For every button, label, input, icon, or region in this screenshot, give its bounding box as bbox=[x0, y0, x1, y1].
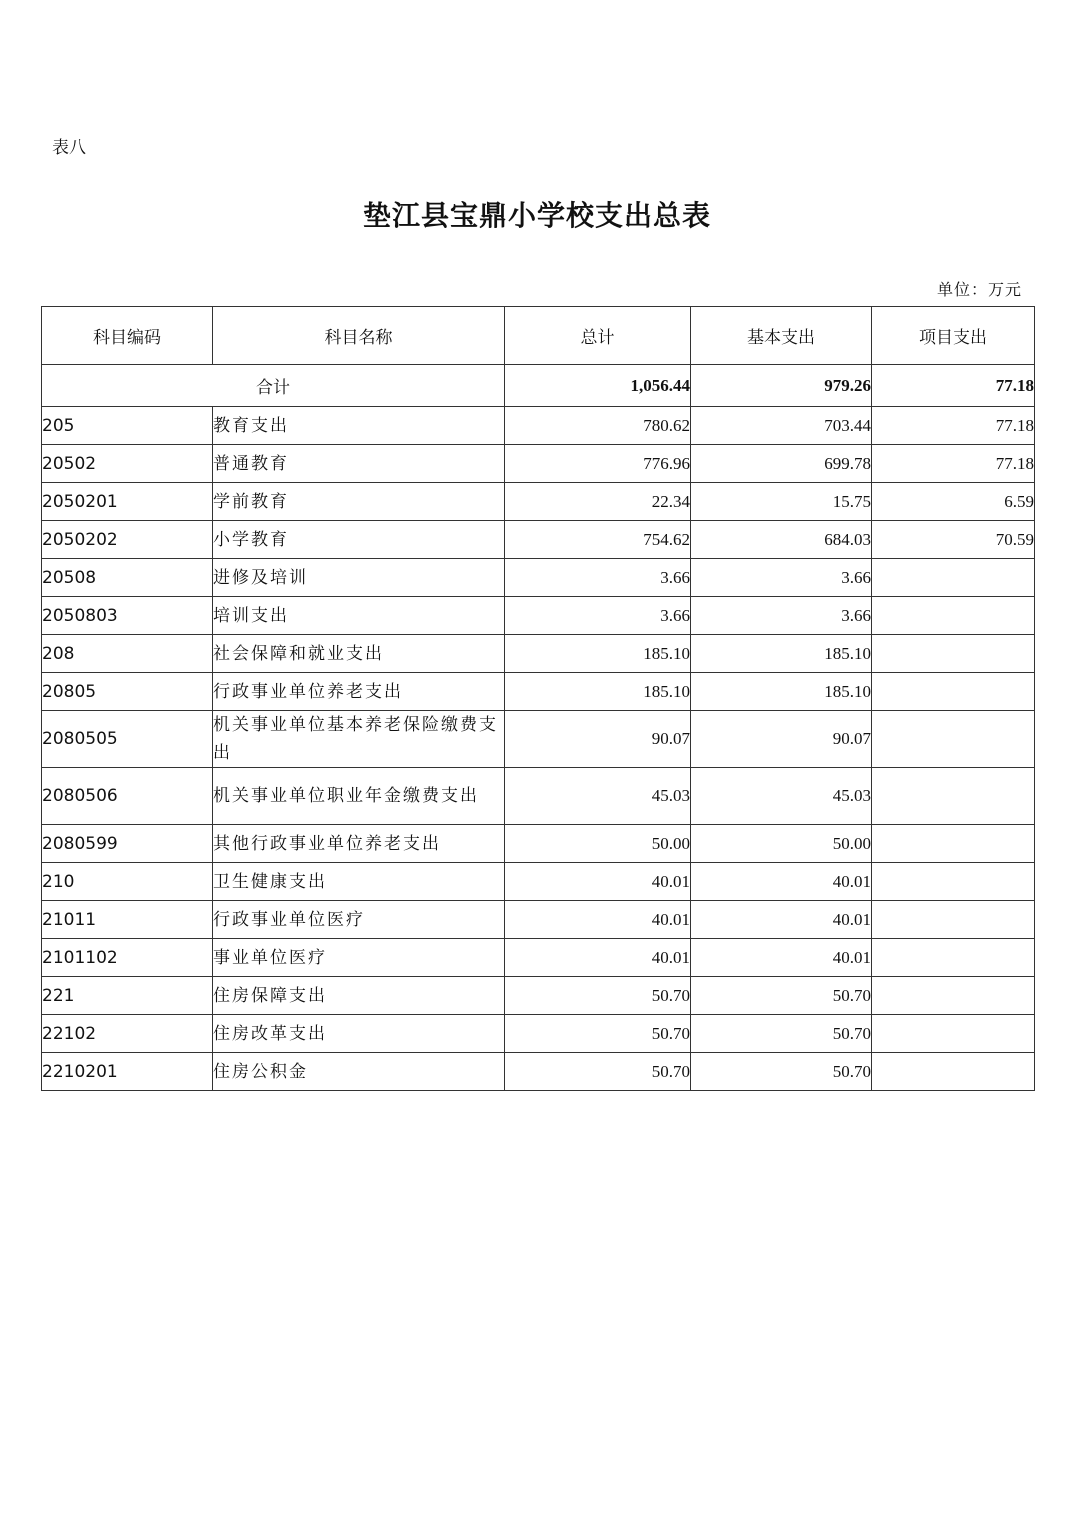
cell-total: 50.70 bbox=[505, 1015, 691, 1053]
cell-basic: 15.75 bbox=[691, 483, 872, 521]
cell-basic: 90.07 bbox=[691, 711, 872, 768]
cell-project bbox=[872, 863, 1035, 901]
column-header-basic: 基本支出 bbox=[691, 307, 872, 365]
cell-project: 70.59 bbox=[872, 521, 1035, 559]
cell-project: 77.18 bbox=[872, 445, 1035, 483]
cell-code: 205 bbox=[42, 407, 213, 445]
cell-name: 住房改革支出 bbox=[213, 1015, 505, 1053]
cell-name: 其他行政事业单位养老支出 bbox=[213, 825, 505, 863]
total-label: 合计 bbox=[42, 365, 505, 407]
cell-name: 住房公积金 bbox=[213, 1053, 505, 1091]
cell-total: 754.62 bbox=[505, 521, 691, 559]
cell-basic: 3.66 bbox=[691, 597, 872, 635]
cell-code: 20805 bbox=[42, 673, 213, 711]
cell-name: 社会保障和就业支出 bbox=[213, 635, 505, 673]
table-row bbox=[42, 559, 1035, 597]
total-row bbox=[42, 365, 1035, 407]
table-row bbox=[42, 977, 1035, 1015]
cell-code: 2050803 bbox=[42, 597, 213, 635]
cell-basic: 40.01 bbox=[691, 863, 872, 901]
table-row bbox=[42, 483, 1035, 521]
cell-basic: 50.70 bbox=[691, 1053, 872, 1091]
cell-total: 3.66 bbox=[505, 559, 691, 597]
table-row bbox=[42, 597, 1035, 635]
cell-project bbox=[872, 597, 1035, 635]
cell-total: 780.62 bbox=[505, 407, 691, 445]
table-row bbox=[42, 939, 1035, 977]
cell-code: 208 bbox=[42, 635, 213, 673]
cell-basic: 684.03 bbox=[691, 521, 872, 559]
table-row bbox=[42, 673, 1035, 711]
cell-name: 小学教育 bbox=[213, 521, 505, 559]
cell-name: 机关事业单位基本养老保险缴费支出 bbox=[213, 711, 505, 768]
total-basic: 979.26 bbox=[691, 365, 872, 407]
cell-code: 221 bbox=[42, 977, 213, 1015]
cell-basic: 45.03 bbox=[691, 768, 872, 825]
cell-code: 2080505 bbox=[42, 711, 213, 768]
cell-project bbox=[872, 673, 1035, 711]
cell-project bbox=[872, 768, 1035, 825]
cell-total: 50.70 bbox=[505, 977, 691, 1015]
cell-code: 2080506 bbox=[42, 768, 213, 825]
cell-basic: 185.10 bbox=[691, 635, 872, 673]
table-row bbox=[42, 825, 1035, 863]
table-row bbox=[42, 768, 1035, 825]
header-row bbox=[42, 307, 1035, 365]
cell-code: 2050201 bbox=[42, 483, 213, 521]
table-row bbox=[42, 521, 1035, 559]
cell-code: 20502 bbox=[42, 445, 213, 483]
expenditure-table bbox=[41, 306, 1035, 1091]
cell-code: 20508 bbox=[42, 559, 213, 597]
cell-project: 6.59 bbox=[872, 483, 1035, 521]
cell-total: 90.07 bbox=[505, 711, 691, 768]
document-title: 垫江县宝鼎小学校支出总表 bbox=[362, 199, 711, 232]
cell-basic: 703.44 bbox=[691, 407, 872, 445]
total-total: 1,056.44 bbox=[505, 365, 691, 407]
cell-basic: 185.10 bbox=[691, 673, 872, 711]
cell-basic: 50.00 bbox=[691, 825, 872, 863]
cell-basic: 40.01 bbox=[691, 901, 872, 939]
table-row bbox=[42, 1053, 1035, 1091]
cell-total: 45.03 bbox=[505, 768, 691, 825]
cell-name: 事业单位医疗 bbox=[213, 939, 505, 977]
cell-total: 22.34 bbox=[505, 483, 691, 521]
cell-project bbox=[872, 825, 1035, 863]
cell-project bbox=[872, 1053, 1035, 1091]
cell-total: 50.70 bbox=[505, 1053, 691, 1091]
cell-name: 普通教育 bbox=[213, 445, 505, 483]
table-row bbox=[42, 1015, 1035, 1053]
cell-total: 40.01 bbox=[505, 939, 691, 977]
table-row bbox=[42, 901, 1035, 939]
cell-project: 77.18 bbox=[872, 407, 1035, 445]
column-header-total: 总计 bbox=[505, 307, 691, 365]
cell-total: 40.01 bbox=[505, 901, 691, 939]
cell-code: 2101102 bbox=[42, 939, 213, 977]
cell-total: 40.01 bbox=[505, 863, 691, 901]
cell-project bbox=[872, 977, 1035, 1015]
table-row bbox=[42, 711, 1035, 768]
cell-project bbox=[872, 635, 1035, 673]
column-header-name: 科目名称 bbox=[213, 307, 505, 365]
cell-code: 21011 bbox=[42, 901, 213, 939]
cell-code: 2080599 bbox=[42, 825, 213, 863]
cell-total: 50.00 bbox=[505, 825, 691, 863]
cell-name: 教育支出 bbox=[213, 407, 505, 445]
table-row bbox=[42, 445, 1035, 483]
table-number: 表八 bbox=[52, 138, 86, 158]
cell-name: 行政事业单位医疗 bbox=[213, 901, 505, 939]
cell-project bbox=[872, 901, 1035, 939]
cell-name: 住房保障支出 bbox=[213, 977, 505, 1015]
cell-project bbox=[872, 559, 1035, 597]
cell-total: 185.10 bbox=[505, 673, 691, 711]
cell-project bbox=[872, 939, 1035, 977]
table-row bbox=[42, 407, 1035, 445]
cell-basic: 50.70 bbox=[691, 977, 872, 1015]
column-header-project: 项目支出 bbox=[872, 307, 1035, 365]
cell-code: 22102 bbox=[42, 1015, 213, 1053]
cell-total: 185.10 bbox=[505, 635, 691, 673]
cell-basic: 699.78 bbox=[691, 445, 872, 483]
cell-code: 210 bbox=[42, 863, 213, 901]
cell-name: 学前教育 bbox=[213, 483, 505, 521]
table-row bbox=[42, 863, 1035, 901]
cell-total: 776.96 bbox=[505, 445, 691, 483]
cell-total: 3.66 bbox=[505, 597, 691, 635]
cell-basic: 40.01 bbox=[691, 939, 872, 977]
cell-name: 培训支出 bbox=[213, 597, 505, 635]
cell-name: 卫生健康支出 bbox=[213, 863, 505, 901]
cell-project bbox=[872, 1015, 1035, 1053]
cell-code: 2210201 bbox=[42, 1053, 213, 1091]
column-header-code: 科目编码 bbox=[42, 307, 213, 365]
cell-basic: 50.70 bbox=[691, 1015, 872, 1053]
cell-basic: 3.66 bbox=[691, 559, 872, 597]
cell-name: 机关事业单位职业年金缴费支出 bbox=[213, 768, 505, 825]
total-project: 77.18 bbox=[872, 365, 1035, 407]
cell-code: 2050202 bbox=[42, 521, 213, 559]
table-row bbox=[42, 635, 1035, 673]
cell-project bbox=[872, 711, 1035, 768]
unit-label: 单位：万元 bbox=[936, 280, 1022, 299]
cell-name: 进修及培训 bbox=[213, 559, 505, 597]
cell-name: 行政事业单位养老支出 bbox=[213, 673, 505, 711]
